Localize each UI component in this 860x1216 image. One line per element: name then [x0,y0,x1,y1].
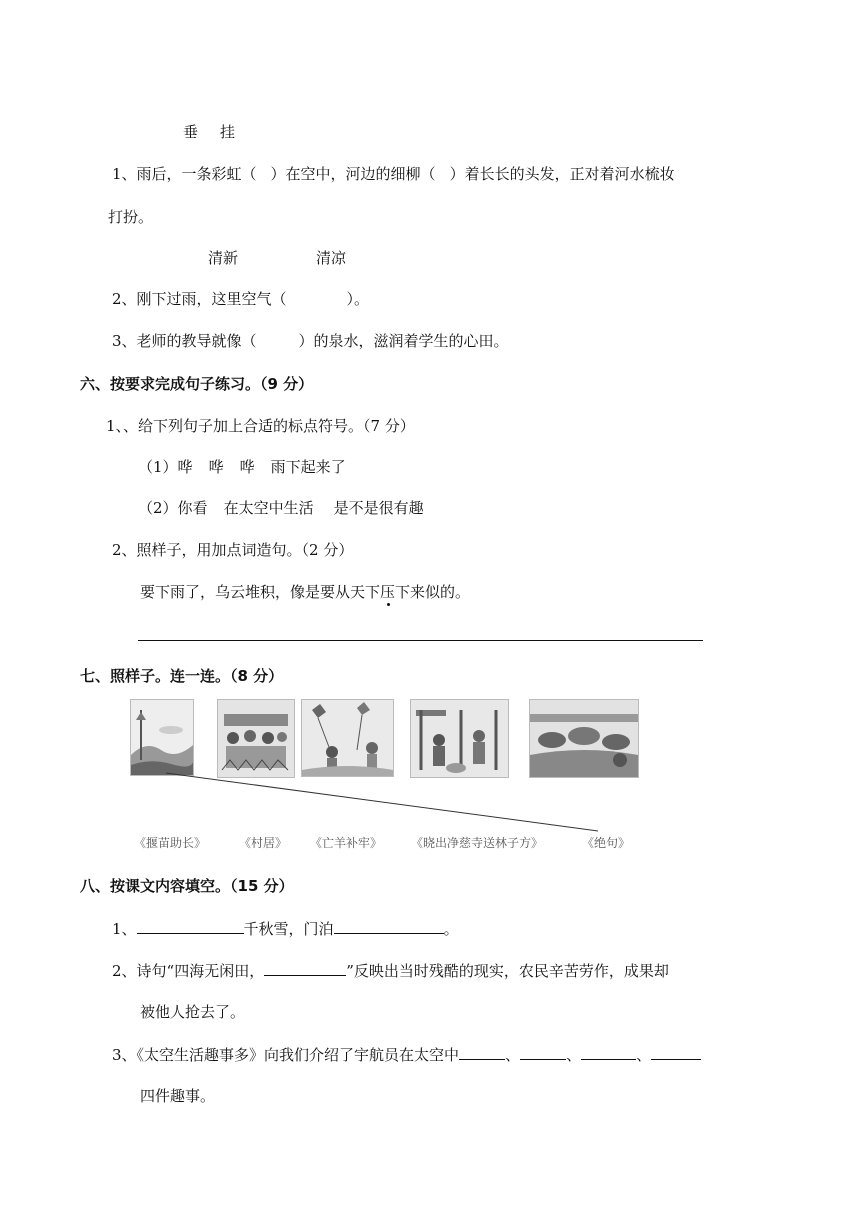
answer-blank[interactable] [651,1044,701,1060]
book-title-4[interactable]: 《晓出净慈寺送林子方》 [411,836,544,850]
question-6-2: 2、照样子，用加点词造句。（2 分） [112,541,354,559]
answer-blank[interactable] [137,918,244,934]
word-choice-1: 垂 挂 [183,123,236,141]
kites-children-picture[interactable] [301,699,394,777]
question-6-1: 1、、给下列句子加上合适的标点符号。（7 分） [106,417,415,435]
question-8-2-continued: 被他人抢去了。 [140,1003,246,1021]
book-title-2[interactable]: 《村居》 [239,836,288,850]
book-title-5[interactable]: 《绝句》 [582,836,631,850]
book-title-3[interactable]: 《亡羊补牢》 [310,836,383,850]
answer-line [138,640,703,641]
punctuation-sentence-2: （2）你看 在太空中生活 是不是很有趣 [138,499,424,517]
answer-blank[interactable] [581,1044,636,1060]
question-8-3: 3、《太空生活趣事多》向我们介绍了宇航员在太空中 、 、 、 [112,1044,701,1065]
sheep-pen-picture[interactable] [410,699,509,778]
question-8-1: 1、 千秋雪，门泊 。 [112,920,459,938]
dotted-word: 压 [380,583,396,601]
book-title-1[interactable]: 《揠苗助长》 [134,836,207,850]
mountain-landscape-picture[interactable] [130,699,194,776]
question-5-1: 1、雨后，一条彩虹（ ）在空中，河边的细柳（ ）着长长的头发，正对着河水梳妆 [112,165,675,183]
section-6-title: 六、按要求完成句子练习。（9 分） [80,375,314,393]
question-5-2: 2、刚下过雨，这里空气（ ）。 [112,290,370,308]
answer-blank[interactable] [334,918,444,934]
question-5-1-continued: 打扮。 [108,208,154,226]
farm-crowd-picture[interactable] [217,699,295,778]
answer-blank[interactable] [264,960,346,976]
section-8-title: 八、按课文内容填空。（15 分） [80,877,294,895]
question-8-2: 2、诗句“四海无闲田， ”反映出当时残酷的现实，农民辛苦劳作，成果却 [112,962,669,980]
section-7-title: 七、照样子。连一连。（8 分） [80,667,284,685]
answer-blank[interactable] [459,1044,505,1060]
example-sentence: 要下雨了，乌云堆积，像是要从天下压下来似的。 [140,583,471,601]
word-choice-2: 清新 清凉 [208,249,347,267]
lotus-pond-picture[interactable] [529,699,639,778]
question-8-3-continued: 四件趣事。 [140,1087,216,1105]
question-5-3: 3、老师的教导就像（ ）的泉水，滋润着学生的心田。 [112,332,509,350]
answer-blank[interactable] [520,1044,566,1060]
punctuation-sentence-1: （1）哗 哗 哗 雨下起来了 [138,458,346,476]
